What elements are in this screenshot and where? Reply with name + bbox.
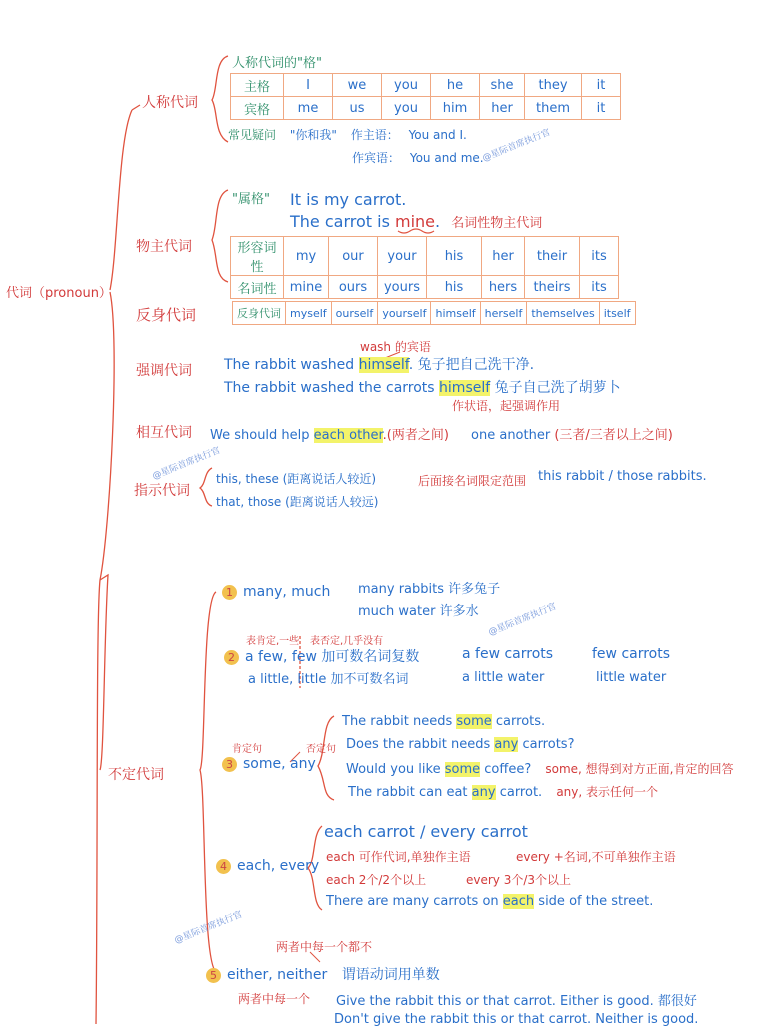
text: coffee?: [484, 762, 532, 777]
table-cell: her: [480, 97, 525, 120]
table-cell: yourself: [378, 302, 431, 325]
highlight-word: some: [444, 762, 481, 777]
emphatic-pronoun-label: 强调代词: [136, 363, 192, 379]
emphatic-top-note: wash 的宾语: [360, 340, 431, 354]
possessive-table: [230, 236, 619, 299]
number-badge: 5: [206, 968, 221, 983]
table-cell: mine: [284, 276, 329, 299]
table-cell: it: [582, 97, 621, 120]
watermark: @星际首席执行官: [481, 127, 552, 165]
highlight-word: each other: [313, 428, 383, 443]
highlight-word: any: [471, 785, 496, 800]
reciprocal-pronoun-label: 相互代词: [136, 425, 192, 441]
text: There are many carrots on: [326, 894, 499, 909]
personal-note-line2: [352, 149, 484, 166]
note-text: You and I.: [408, 128, 467, 142]
demonstrative-note: 后面接名词限定范围: [418, 474, 527, 488]
table-cell: ourself: [331, 302, 378, 325]
number-badge: 3: [222, 757, 237, 772]
indefinite-item-4-rule-3: each 2个/2个以上: [326, 873, 427, 887]
text: some, any: [243, 756, 316, 772]
table-cell: theirs: [525, 276, 580, 299]
indefinite-item-2-example-2a: a little water: [462, 670, 545, 685]
text: either, neither: [227, 967, 328, 983]
watermark: @星际首席执行官: [151, 445, 222, 483]
table-cell: her: [482, 237, 525, 276]
text: one another: [471, 428, 551, 443]
emphatic-example-2: [224, 377, 621, 397]
table-cell: himself: [431, 302, 480, 325]
table-cell: she: [480, 74, 525, 97]
indefinite-item-3-note-b: 否定句: [306, 744, 336, 755]
table-cell: he: [431, 74, 480, 97]
indefinite-item-3-sentence-3: [346, 760, 734, 777]
demonstrative-example: this rabbit / those rabbits.: [538, 469, 707, 484]
note: any, 表示任何一个: [556, 785, 659, 799]
indefinite-item-3-head: [222, 756, 316, 772]
indefinite-item-3-sentence-2: [346, 737, 574, 752]
table-cell: themselves: [527, 302, 599, 325]
table-row: [231, 74, 621, 97]
table-row: [231, 276, 619, 299]
watermark: @星际首席执行官: [173, 909, 244, 947]
possessive-example-2: [290, 212, 542, 231]
indefinite-item-5-note-top: 两者中每一个都不: [276, 940, 373, 954]
table-cell: you: [382, 74, 431, 97]
emphatic-example-1: [224, 354, 534, 374]
text: many, much: [243, 584, 331, 600]
table-cell: 主格: [231, 74, 284, 97]
note-label: 常见疑问: [228, 128, 277, 142]
note-text: You and me.: [409, 151, 484, 165]
table-cell: herself: [480, 302, 527, 325]
table-cell: it: [582, 74, 621, 97]
table-cell: me: [284, 97, 333, 120]
reciprocal-example: [210, 424, 673, 443]
table-row: [231, 237, 619, 276]
text: The rabbit needs: [342, 714, 453, 729]
table-cell: him: [431, 97, 480, 120]
personal-case-table: [230, 73, 621, 120]
table-row: [231, 97, 621, 120]
indefinite-item-1-example-1: many rabbits 许多兔子: [358, 582, 501, 597]
text: The rabbit can eat: [348, 785, 468, 800]
indefinite-item-4-sentence: [326, 894, 653, 909]
personal-pronoun-label: 人称代词: [142, 95, 198, 111]
note: .(两者之间): [382, 428, 449, 443]
indefinite-item-2-example-2b: little water: [596, 670, 667, 685]
text: Would you like: [346, 762, 441, 777]
rule: 谓语动词用单数: [341, 967, 440, 983]
demonstrative-line-2: that, those (距离说话人较远): [216, 495, 379, 509]
indefinite-item-3-sentence-1: [342, 714, 545, 729]
indefinite-item-2-line-2: a little, little 加不可数名词: [248, 672, 409, 687]
table-row: [233, 302, 636, 325]
indefinite-item-4-rule-1: each 可作代词,单独作主语: [326, 850, 471, 864]
possessive-pronoun-label: 物主代词: [136, 239, 192, 255]
table-cell: we: [333, 74, 382, 97]
table-cell: I: [284, 74, 333, 97]
indefinite-item-5-head: [206, 964, 440, 984]
text: The rabbit washed the carrots: [224, 380, 435, 396]
note-role: 作主语：: [350, 128, 399, 142]
table-cell: ours: [329, 276, 378, 299]
highlight-word: himself: [439, 380, 491, 396]
highlight-word: himself: [358, 357, 409, 373]
emphatic-bottom-note: 作状语，起强调作用: [452, 399, 561, 413]
number-badge: 1: [222, 585, 237, 600]
reflexive-table: [232, 301, 636, 325]
personal-subtitle: 人称代词的"格": [232, 56, 322, 71]
text: each, every: [237, 858, 320, 874]
watermark: @星际首席执行官: [487, 601, 558, 639]
table-cell: they: [525, 74, 582, 97]
table-cell: its: [580, 276, 619, 299]
demonstrative-pronoun-label: 指示代词: [134, 483, 190, 499]
table-cell: your: [378, 237, 427, 276]
indefinite-item-4-rule-2: every +名词,不可单独作主语: [516, 850, 676, 864]
reflexive-pronoun-label: 反身代词: [136, 306, 197, 324]
table-cell: his: [427, 276, 482, 299]
indefinite-item-4-example: each carrot / every carrot: [324, 822, 528, 841]
table-cell: yours: [378, 276, 427, 299]
root-label: 代词（pronoun）: [6, 286, 112, 301]
number-badge: 4: [216, 859, 231, 874]
table-cell: myself: [286, 302, 332, 325]
indefinite-item-3-note-a: 肯定句: [232, 744, 262, 755]
note: (三者/三者以上之间): [554, 428, 673, 443]
indefinite-item-2-example-1a: a few carrots: [462, 646, 554, 662]
table-cell: hers: [482, 276, 525, 299]
table-cell: 名词性: [231, 276, 284, 299]
table-cell: his: [427, 237, 482, 276]
table-cell: our: [329, 237, 378, 276]
note-quote: "你和我": [289, 128, 337, 142]
highlight-word: any: [494, 737, 519, 752]
text: side of the street.: [538, 894, 654, 909]
indefinite-item-1-example-2: much water 许多水: [358, 604, 479, 619]
indefinite-item-1-head: [222, 584, 330, 600]
indefinite-item-3-sentence-4: [348, 783, 658, 800]
text: The carrot is: [290, 212, 390, 231]
text-mine: mine: [395, 212, 436, 231]
text: carrot.: [499, 785, 543, 800]
table-cell: itself: [599, 302, 635, 325]
text: Does the rabbit needs: [346, 737, 491, 752]
table-cell: 形容词性: [231, 237, 284, 276]
table-cell: its: [580, 237, 619, 276]
indefinite-item-5-sentence-2: Don't give the rabbit this or that carrot. Neither is good.: [334, 1012, 699, 1027]
table-cell: us: [333, 97, 382, 120]
table-cell: 反身代词: [233, 302, 286, 325]
indefinite-item-5-note-bottom: 两者中每一个: [238, 992, 311, 1006]
personal-note-line1: [228, 126, 467, 143]
demonstrative-line-1: this, these (距离说话人较近): [216, 472, 377, 486]
text: a few, few 加可数名词复数: [245, 649, 420, 665]
indefinite-item-4-head: [216, 858, 319, 874]
text: We should help: [210, 428, 310, 443]
table-cell: 宾格: [231, 97, 284, 120]
text: . 兔子把自己洗干净.: [408, 357, 535, 373]
note: some, 想得到对方正面,肯定的回答: [545, 762, 734, 776]
number-badge: 2: [224, 650, 239, 665]
possessive-subtitle: "属格": [232, 192, 270, 207]
text: .: [435, 212, 441, 231]
indefinite-item-2-note-b: 表否定,几乎没有: [310, 636, 384, 647]
indefinite-item-4-rule-4: every 3个/3个以上: [466, 873, 572, 887]
table-cell: their: [525, 237, 580, 276]
table-cell: my: [284, 237, 329, 276]
highlight-word: each: [502, 894, 535, 909]
highlight-word: some: [456, 714, 492, 729]
indefinite-item-5-sentence-1: Give the rabbit this or that carrot. Either is good. 都很好: [336, 994, 697, 1009]
text: carrots.: [495, 714, 546, 729]
table-cell: you: [382, 97, 431, 120]
text: The rabbit washed: [224, 357, 355, 373]
note: 名词性物主代词: [451, 216, 543, 231]
indefinite-item-2-line-1: [224, 646, 419, 666]
possessive-example-1: It is my carrot.: [290, 190, 407, 209]
text: carrots?: [522, 737, 575, 752]
indefinite-pronoun-label: 不定代词: [108, 767, 164, 783]
text: 兔子自己洗了胡萝卜: [494, 380, 621, 396]
table-cell: them: [525, 97, 582, 120]
note-role: 作宾语：: [352, 151, 401, 165]
indefinite-item-2-note-a: 表肯定,一些: [246, 636, 300, 647]
indefinite-item-2-example-1b: few carrots: [592, 646, 671, 662]
